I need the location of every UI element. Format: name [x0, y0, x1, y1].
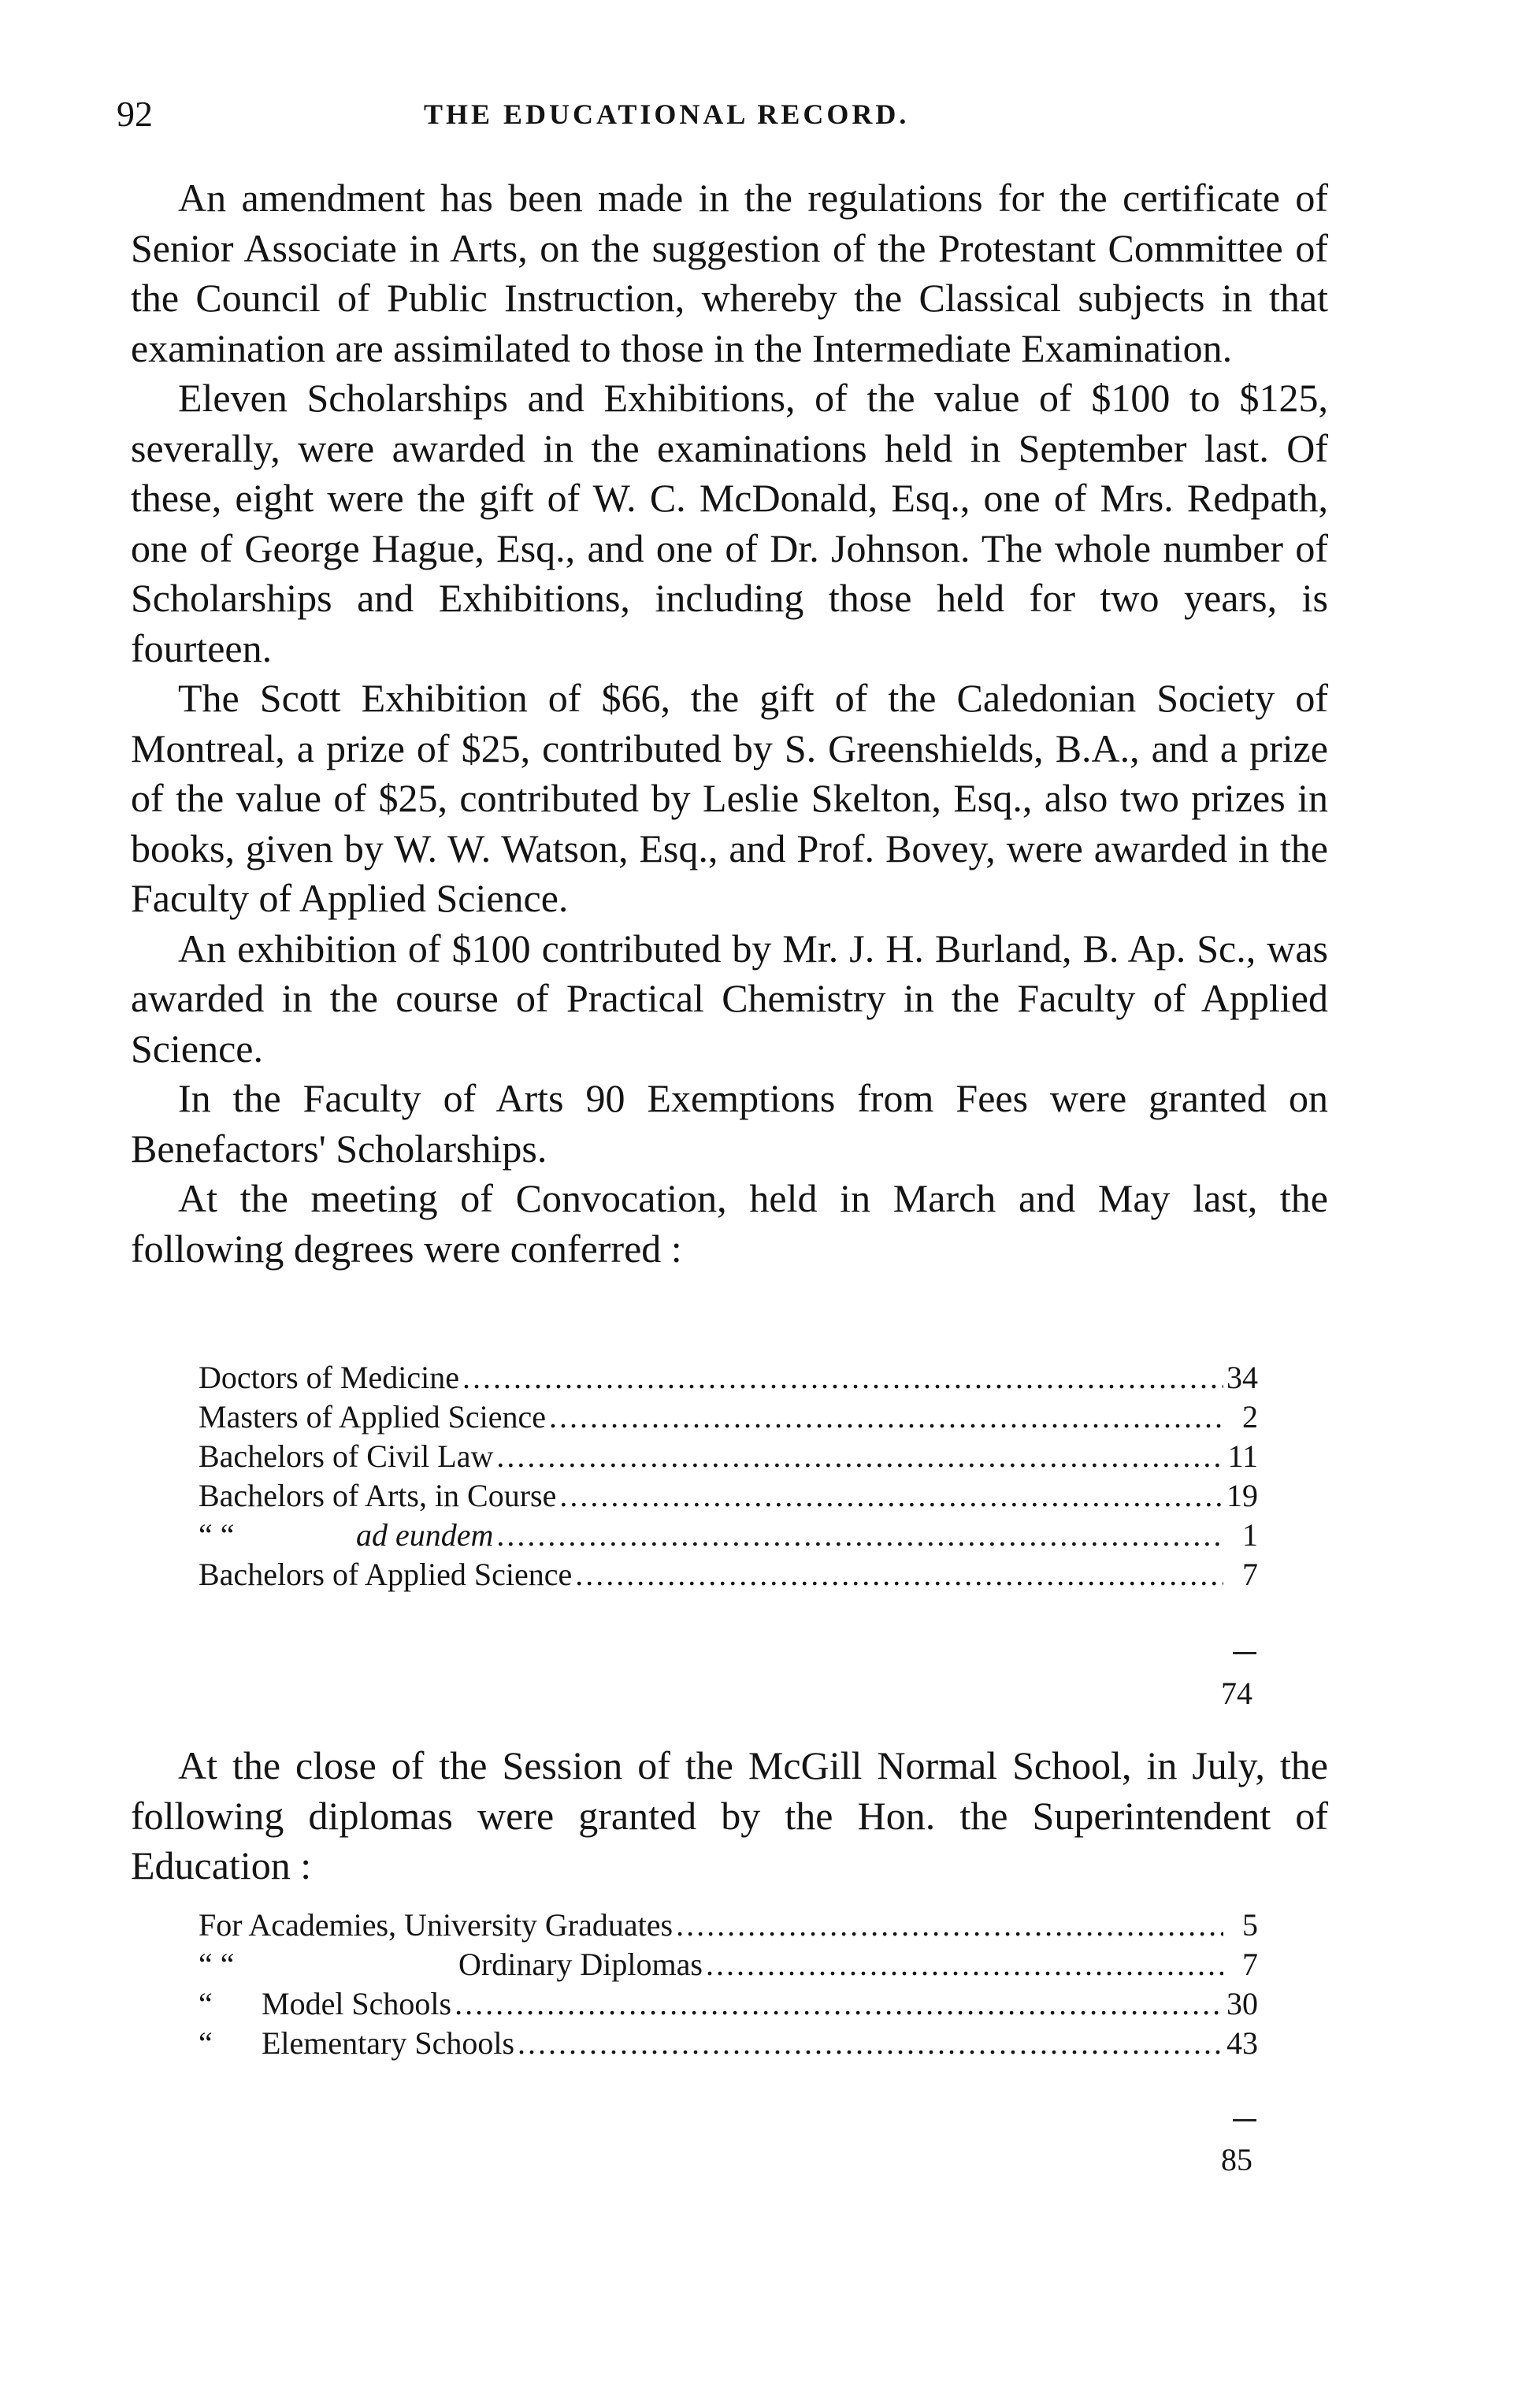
ditto-marks: “ “ — [199, 1947, 235, 1982]
degrees-list — [199, 1359, 1258, 1595]
list-item — [199, 1438, 1258, 1477]
diploma-label: Elementary Schools — [262, 2025, 515, 2061]
leader-dots — [549, 1398, 1223, 1435]
diploma-label: Model Schools — [262, 1986, 452, 2021]
degree-count: 19 — [1226, 1478, 1258, 1513]
paragraph-chemistry-exhibition: An exhibition of $100 contributed by Mr. J. H. Burland, B. Ap. Sc., was awarded in the course of Practical Chemistry in the Faculty of Applied Science. — [131, 926, 1328, 1071]
degree-label: ad eundem — [356, 1517, 494, 1553]
paragraph-scholarships: Eleven Scholarships and Exhibitions, of the value of $100 to $125, severally, were awarded in the examinations held in September last. Of these, eight were the gift of W. C. McDonald, Esq., one of Mrs. Redpath, one of George Hague, Esq., and one of Dr. Johnson. The whole number of Scholarships and Exhibitions, including those held for two years, is fourteen. — [131, 376, 1328, 670]
leader-dots — [559, 1477, 1223, 1514]
running-title: THE EDUCATIONAL RECORD. — [424, 98, 910, 130]
leader-dots — [676, 1906, 1223, 1943]
degree-count: 11 — [1227, 1438, 1258, 1474]
list-item — [199, 1516, 1258, 1556]
degree-count: 34 — [1226, 1360, 1258, 1395]
list-item — [199, 2025, 1258, 2064]
degree-label: Bachelors of Applied Science — [199, 1557, 573, 1592]
ditto-marks: “ “ — [199, 1517, 235, 1553]
degree-label: Doctors of Medicine — [199, 1360, 460, 1395]
body-text — [131, 173, 1328, 1274]
list-item — [199, 1398, 1258, 1438]
total-rule — [1233, 1652, 1256, 1654]
degrees-total: 74 — [1221, 1676, 1252, 1711]
diploma-count: 7 — [1242, 1947, 1258, 1982]
leader-dots — [518, 2025, 1223, 2062]
diplomas-list — [199, 1906, 1258, 2064]
leader-dots — [496, 1438, 1223, 1475]
diploma-count: 43 — [1226, 2025, 1258, 2061]
diplomas-total: 85 — [1221, 2142, 1252, 2177]
leader-dots — [455, 1985, 1223, 2022]
page-header — [117, 93, 1330, 140]
list-item — [199, 1946, 1258, 1985]
degree-count: 7 — [1242, 1557, 1258, 1592]
paragraph-convocation: At the meeting of Convocation, held in March and May last, the following degrees were conferred : — [131, 1176, 1328, 1271]
total-rule — [1233, 2119, 1256, 2121]
diploma-label: Ordinary Diplomas — [458, 1947, 703, 1982]
ditto-marks: “ — [199, 2025, 213, 2061]
ditto-marks: “ — [199, 1986, 213, 2021]
list-item — [199, 1906, 1258, 1946]
degree-label: Bachelors of Civil Law — [199, 1438, 494, 1474]
leader-dots — [462, 1359, 1223, 1396]
diploma-label: For Academies, University Graduates — [199, 1907, 674, 1943]
list-item — [199, 1359, 1258, 1398]
paragraph-normal-school: At the close of the Session of the McGill Normal School, in July, the following diplomas were granted by the Hon. the Superintendent of Education : — [131, 1743, 1328, 1887]
degree-label: Masters of Applied Science — [199, 1399, 546, 1435]
list-item — [199, 1556, 1258, 1595]
list-item — [199, 1985, 1258, 2025]
degree-count: 2 — [1242, 1399, 1258, 1435]
leader-dots — [496, 1516, 1223, 1553]
list-item — [199, 1477, 1258, 1516]
paragraph-amendment: An amendment has been made in the regulations for the certificate of Senior Associate in Arts, on the suggestion of the Protestant Committee of the Council of Public Instruction, whereby the Classical subjects in that examination are assimilated to those in the Intermediate Examination. — [131, 176, 1328, 370]
paragraph-exemptions: In the Faculty of Arts 90 Exemptions from Fees were granted on Benefactors' Scholarships. — [131, 1076, 1328, 1171]
diploma-count: 5 — [1242, 1907, 1258, 1943]
degree-count: 1 — [1242, 1517, 1258, 1553]
page-number: 92 — [117, 94, 153, 134]
leader-dots — [575, 1556, 1223, 1593]
degree-label: Bachelors of Arts, in Course — [199, 1478, 557, 1513]
leader-dots — [706, 1946, 1223, 1983]
diploma-count: 30 — [1226, 1986, 1258, 2021]
paragraph-scott-exhibition: The Scott Exhibition of $66, the gift of the Caledonian Society of Montreal, a prize of $25, contributed by S. Greenshields, B.A., and a prize of the value of $25, contributed by Leslie Skelton, Esq., also two prizes in books, given by W. W. Watson, Esq., and Prof. Bovey, were awarded in the Faculty of Applied Science. — [131, 676, 1328, 920]
